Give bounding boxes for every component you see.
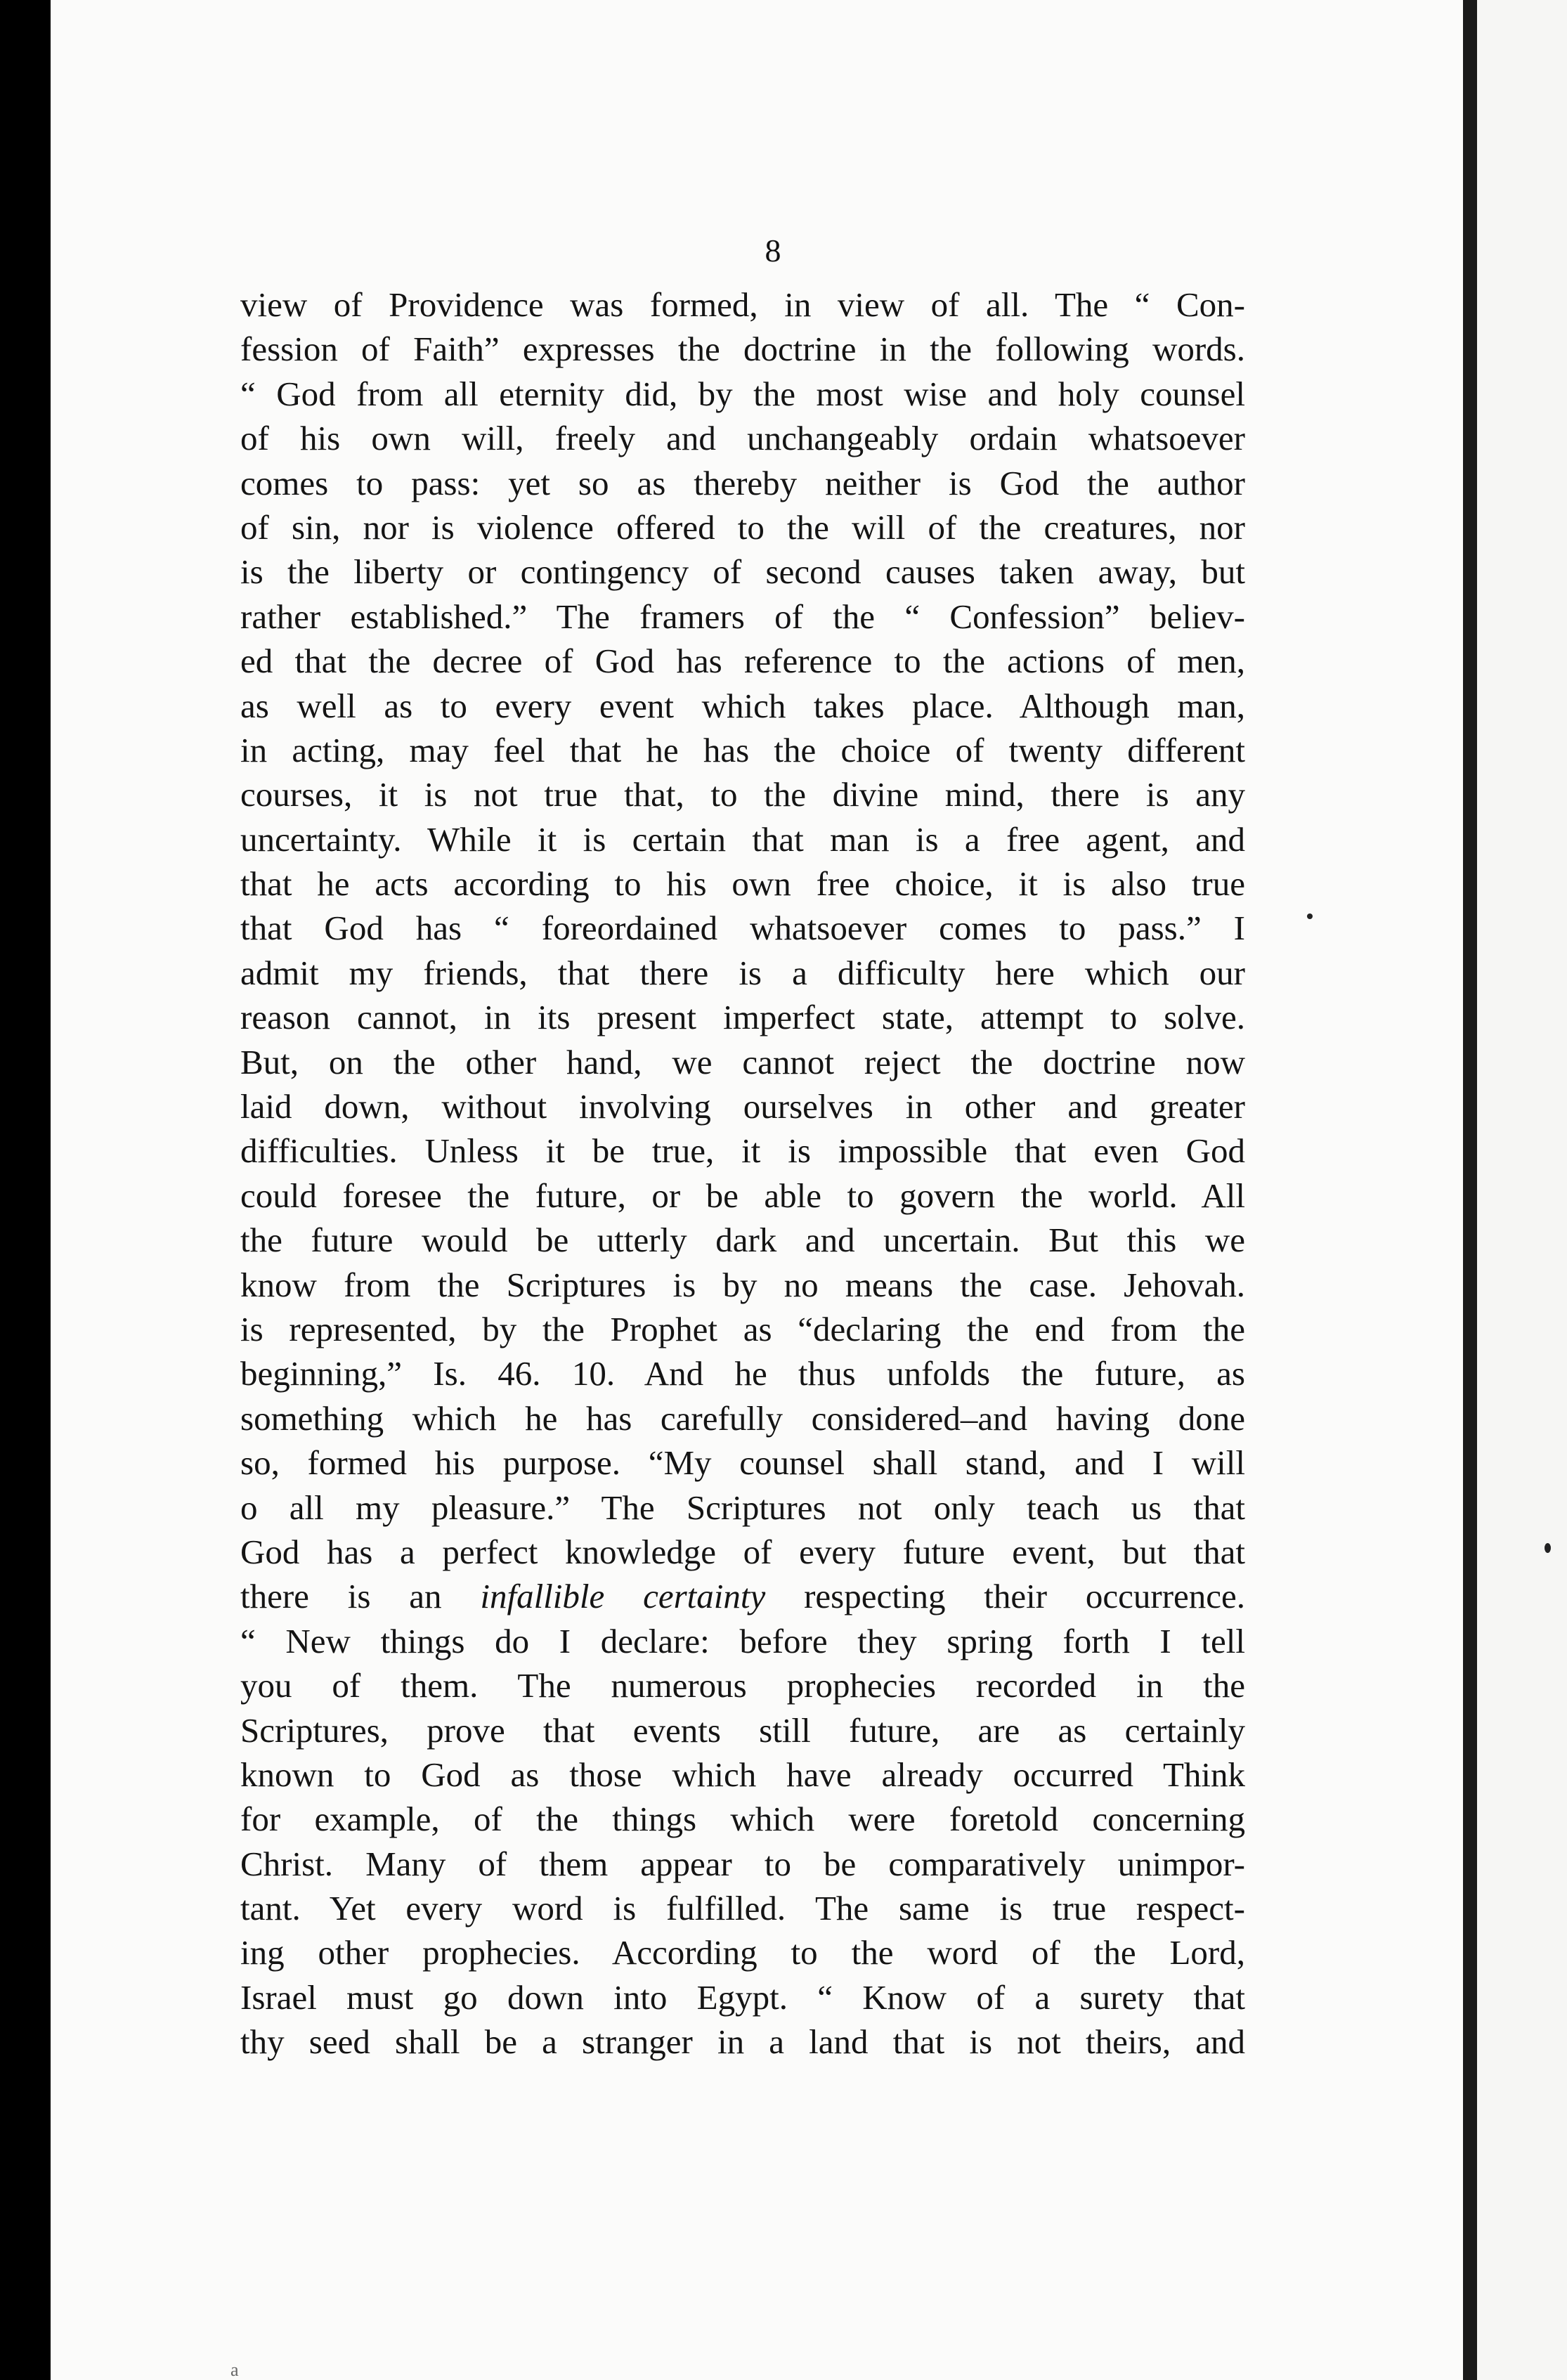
scan-speck	[1307, 913, 1313, 919]
text-line: of sin, nor is violence offered to the will of the creatures, nor	[240, 507, 1245, 547]
text-line: view of Providence was formed, in view of all. The “ Con-	[240, 285, 1245, 324]
text-line: “ God from all eternity did, by the most wise and holy counsel	[240, 374, 1245, 413]
text-line: fession of Faith” expresses the doctrine in the following words.	[240, 330, 1245, 369]
text-line: for example, of the things which were foretold concerning	[240, 1800, 1245, 1839]
text-line: of his own will, freely and unchangeably ordain whatsoever	[240, 419, 1245, 458]
text-line: so, formed his purpose. “My counsel shall stand, and I will	[240, 1443, 1245, 1483]
text-line: But, on the other hand, we cannot reject the doctrine now	[240, 1042, 1245, 1081]
text-line: Scriptures, prove that events still future, are as certainly	[240, 1710, 1245, 1750]
text-line: ing other prophecies. According to the word of the Lord,	[240, 1933, 1245, 1972]
text-line: beginning,” Is. 46. 10. And he thus unfolds the future, as	[240, 1354, 1245, 1393]
text-line: God has a perfect knowledge of every future event, but that	[240, 1532, 1245, 1571]
text-line: Christ. Many of them appear to be comparatively unimpor-	[240, 1844, 1245, 1883]
text-line: uncertainty. While it is certain that man is a free agent, and	[240, 819, 1245, 859]
text-line: as well as to every event which takes place. Although man,	[240, 686, 1245, 725]
text-line: Israel must go down into Egypt. “ Know of a surety that	[240, 1977, 1245, 2017]
text-line: that God has “ foreordained whatsoever comes to pass.” I	[240, 909, 1245, 948]
page-gutter	[1463, 0, 1477, 2380]
text-line: is the liberty or contingency of second causes taken away, but	[240, 552, 1245, 592]
body-text	[240, 282, 1245, 2064]
text-line: reason cannot, in its present imperfect state, attempt to solve.	[240, 998, 1245, 1037]
page-number: 8	[765, 233, 781, 268]
adjacent-page-edge	[1477, 0, 1567, 2380]
text-line: in acting, may feel that he has the choice of twenty different	[240, 730, 1245, 769]
text-line: laid down, without involving ourselves in other and greater	[240, 1087, 1245, 1126]
text-line: o all my pleasure.” The Scriptures not only teach us that	[240, 1488, 1245, 1527]
text-line: know from the Scriptures is by no means the case. Jehovah.	[240, 1265, 1245, 1304]
text-line: thy seed shall be a stranger in a land that is not theirs, and	[240, 2022, 1245, 2062]
footer-mark: a	[230, 2360, 239, 2380]
text-line: known to God as those which have already occurred Think	[240, 1755, 1245, 1794]
text-line: could foresee the future, or be able to govern the world. All	[240, 1176, 1245, 1215]
text-line: difficulties. Unless it be true, it is impossible that even God	[240, 1131, 1245, 1171]
text-line: is represented, by the Prophet as “declaring the end from the	[240, 1309, 1245, 1348]
text-line: comes to pass: yet so as thereby neither is God the author	[240, 463, 1245, 502]
text-line: you of them. The numerous prophecies recorded in the	[240, 1666, 1245, 1705]
text-line: there is an infallible certainty respecting their occurrence.	[240, 1577, 1246, 1616]
text-line: something which he has carefully considered–and having done	[240, 1398, 1245, 1438]
text-line: rather established.” The framers of the “ Confession” believ-	[240, 597, 1245, 636]
text-line: that he acts according to his own free choice, it is also true	[240, 864, 1245, 904]
text-line: courses, it is not true that, to the divine mind, there is any	[240, 775, 1245, 814]
text-line: “ New things do I declare: before they spring forth I tell	[240, 1621, 1245, 1660]
text-line: tant. Yet every word is fulfilled. The same is true respect-	[240, 1889, 1245, 1928]
text-line: ed that the decree of God has reference to the actions of men,	[240, 642, 1245, 681]
text-line: the future would be utterly dark and uncertain. But this we	[240, 1221, 1245, 1260]
emphasized-phrase: infallible certainty	[480, 1577, 766, 1616]
scan-speck	[1545, 1543, 1551, 1553]
text-line: admit my friends, that there is a difficulty here which our	[240, 953, 1245, 992]
